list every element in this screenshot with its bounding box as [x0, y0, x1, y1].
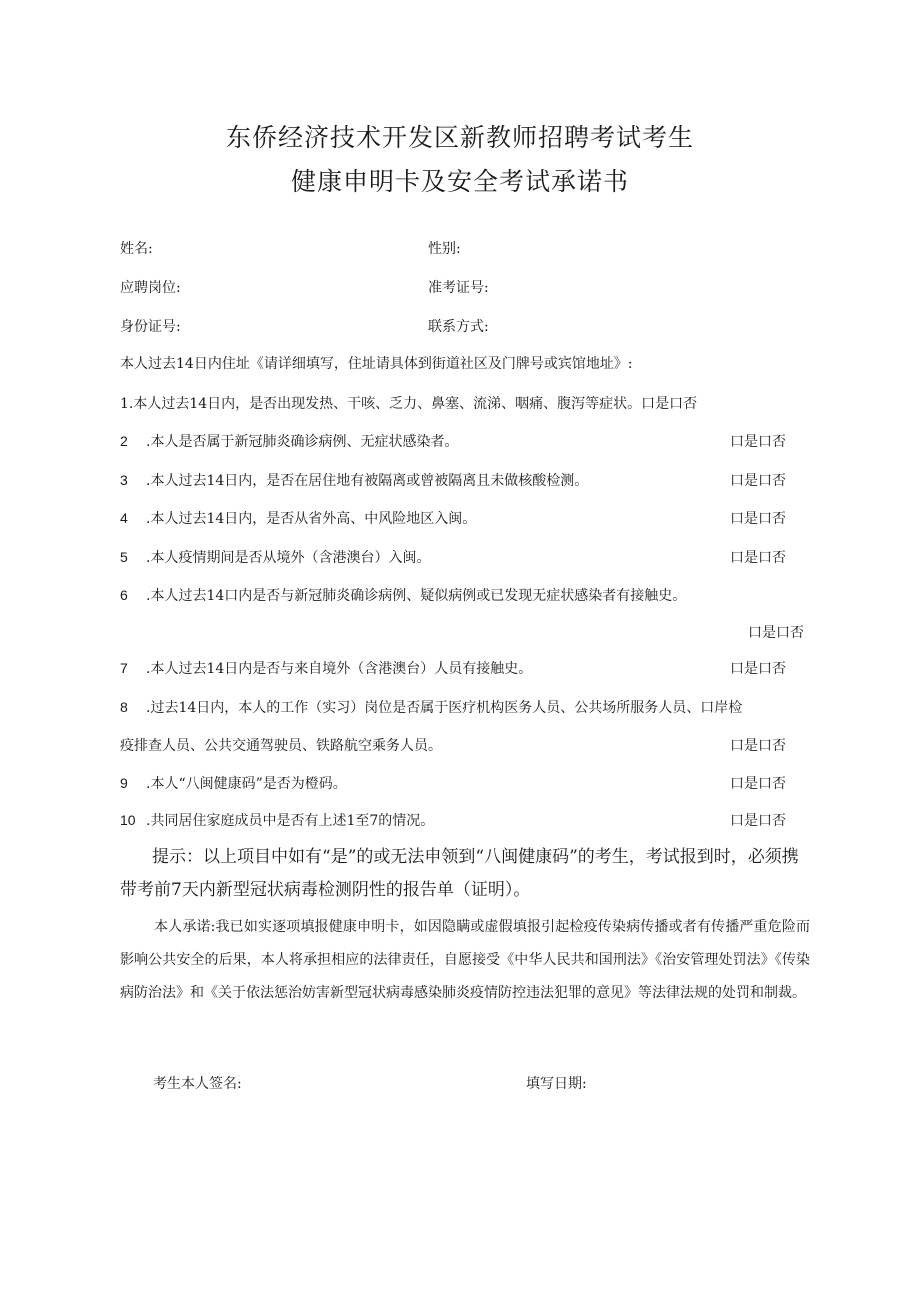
- yes-no-choice[interactable]: 口是口否: [730, 813, 786, 829]
- question-item-2: [120, 431, 458, 451]
- question-number: 2: [120, 433, 128, 449]
- gender-field-label: 性别:: [428, 241, 461, 257]
- question-text: .本人过去14口内是否与新冠肺炎确诊病例、疑似病例或已发现无症状感染者有接触史。: [146, 588, 687, 604]
- question-number: 7: [120, 660, 128, 676]
- question-item-3: [120, 470, 588, 490]
- question-item-8: [120, 697, 742, 717]
- contact-field-label: 联系方式:: [428, 319, 489, 335]
- question-text: 疫排查人员、公共交通驾驶员、铁路航空乘务人员。: [120, 738, 442, 754]
- promise-paragraph: 本人承诺:我已如实逐项填报健康申明卡，如因隐瞒或虚假填报引起检疫传染病传播或者有传播严重危险而影响公共安全的后果，本人将承担相应的法律责任，自愿接受《中华人民共和国刑法》《治安管理处罚法》《传染病防治法》和《关于依法惩治妨害新型冠状病毒感染肺炎疫情防控违法犯罪的意见》等法律法规的处罚和制裁。: [120, 919, 810, 1001]
- question-item-5: [120, 547, 430, 567]
- question-text: .本人过去14日内，是否从省外高、中风险地区入闽。: [146, 511, 477, 527]
- yes-no-choice[interactable]: 口是口否: [730, 550, 786, 566]
- question-text: .本人“八闽健康码”是否为橙码。: [146, 776, 347, 792]
- question-number: 4: [120, 510, 128, 526]
- question-number: 6: [120, 587, 128, 603]
- yes-no-choice[interactable]: 口是口否: [730, 473, 786, 489]
- question-item-6: [120, 585, 686, 605]
- question-text: .共同居住家庭成员中是否有上述1至7的情况。: [146, 813, 435, 829]
- question-text: .本人是否属于新冠肺炎确诊病例、无症状感染者。: [146, 434, 459, 450]
- name-field-label: 姓名:: [120, 241, 153, 257]
- question-number: 3: [120, 472, 128, 488]
- question-item-8-continued: [120, 735, 442, 755]
- yes-no-choice[interactable]: 口是口否: [748, 625, 804, 641]
- question-item-1: [120, 393, 697, 413]
- yes-no-choice[interactable]: 口是口否: [730, 511, 786, 527]
- question-number: 9: [120, 775, 128, 791]
- date-label: 填写日期:: [526, 1076, 587, 1092]
- yes-no-choice[interactable]: 口是口否: [730, 738, 786, 754]
- question-number: 8: [120, 699, 128, 715]
- title-line-1: 东侨经济技术开发区新教师招聘考试考生: [225, 123, 694, 152]
- address-line: 本人过去14日内住址《请详细填写，住址请具体到街道社区及门牌号或宾馆地址》:: [120, 356, 633, 372]
- question-text: .本人过去14日内是否与来自境外（含港澳台）人员有接触史。: [146, 661, 533, 677]
- question-item-7: [120, 658, 532, 678]
- question-number: 5: [120, 549, 128, 565]
- yes-no-choice[interactable]: 口是口否: [730, 661, 786, 677]
- notice-paragraph: 提示：以上项目中如有“是”的或无法申领到“八闽健康码”的考生，考试报到时，必须携带考前7天内新型冠状病毒检测阴性的报告单（证明）。: [120, 847, 799, 900]
- title-line-2: 健康申明卡及安全考试承诺书: [290, 167, 629, 196]
- ticket-field-label: 准考证号:: [428, 280, 489, 296]
- question-text: .过去14日内，本人的工作（实习）岗位是否属于医疗机构医务人员、公共场所服务人员、口岸检: [146, 700, 743, 716]
- question-text: .本人疫情期间是否从境外（含港澳台）入闽。: [146, 550, 431, 566]
- question-item-9: [120, 773, 347, 793]
- question-text: 本人过去14日内，是否出现发热、干咳、乏力、鼻塞、流涕、咽痛、腹泻等症状。口是口否: [133, 396, 698, 412]
- question-number: 1.: [120, 396, 134, 412]
- position-field-label: 应聘岗位:: [120, 280, 181, 296]
- question-item-4: [120, 508, 476, 528]
- signature-label: 考生本人签名:: [153, 1076, 242, 1092]
- id-number-field-label: 身份证号:: [120, 319, 181, 335]
- yes-no-choice[interactable]: 口是口否: [730, 776, 786, 792]
- question-number: 10: [120, 812, 136, 828]
- yes-no-choice[interactable]: 口是口否: [730, 434, 786, 450]
- question-item-10: [120, 810, 434, 830]
- question-text: .本人过去14日内，是否在居住地有被隔离或曾被隔离且未做核酸检测。: [146, 473, 589, 489]
